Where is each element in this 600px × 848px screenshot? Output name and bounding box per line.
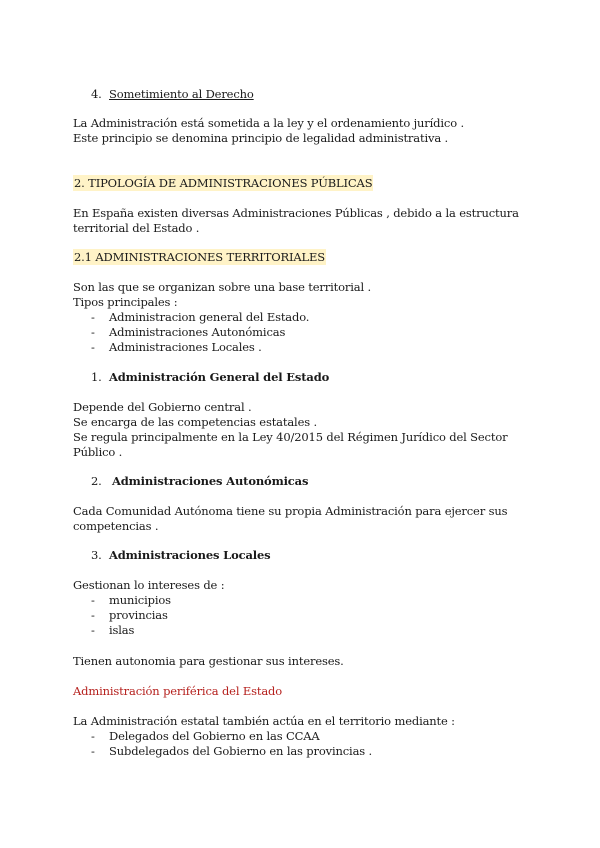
heading-tipologia-text: 2. TIPOLOGÍA DE ADMINISTRACIONES PÚBLICAS [74, 176, 373, 190]
paragraph-age-line-3: Se regula principalmente en la Ley 40/2015 del Régimen Jurídico del Sector [73, 430, 508, 444]
heading-tipologia [73, 176, 373, 191]
paragraph-locales: Gestionan lo intereses de : [73, 578, 225, 592]
subsection-1-title: Administración General del Estado [109, 370, 330, 384]
paragraph-espana-line-2: territorial del Estado . [73, 221, 200, 235]
list-item: Subdelegados del Gobierno en las provincias . [109, 744, 373, 758]
subsection-3-title: Administraciones Locales [109, 548, 271, 562]
paragraph-territorial-line-2: Tipos principales : [73, 295, 178, 309]
list-bullet: - [91, 310, 95, 324]
heading-territoriales [73, 250, 326, 265]
heading-territoriales-text: 2.1 ADMINISTRACIONES TERRITORIALES [74, 250, 326, 264]
paragraph-legalidad-line-2: Este principio se denomina principio de legalidad administrativa . [73, 131, 449, 145]
paragraph-periferica: La Administración estatal también actúa en el territorio mediante : [73, 714, 455, 728]
paragraph-age-line-4: Público . [73, 445, 123, 459]
paragraph-espana-line-1: En España existen diversas Administraciones Públicas , debido a la estructura [73, 206, 519, 220]
list-item: islas [109, 623, 135, 637]
paragraph-age-line-1: Depende del Gobierno central . [73, 400, 252, 414]
paragraph-legalidad-line-1: La Administración está sometida a la ley y el ordenamiento jurídico . [73, 116, 464, 130]
list-item: Administraciones Locales . [109, 340, 262, 354]
subsection-2-number: 2. [91, 474, 102, 488]
paragraph-ccaa-line-1: Cada Comunidad Autónoma tiene su propia Administración para ejercer sus [73, 504, 508, 518]
list-bullet: - [91, 729, 95, 743]
paragraph-territorial-line-1: Son las que se organizan sobre una base territorial . [73, 280, 372, 294]
list-item: Delegados del Gobierno en las CCAA [109, 729, 320, 743]
paragraph-autonomia: Tienen autonomia para gestionar sus intereses. [73, 654, 344, 668]
section-4-title: Sometimiento al Derecho [109, 87, 254, 101]
list-bullet: - [91, 325, 95, 339]
list-item: Administracion general del Estado. [109, 310, 310, 324]
subsection-1-number: 1. [91, 370, 102, 384]
section-4-number: 4. [91, 87, 102, 101]
paragraph-age-line-2: Se encarga de las competencias estatales . [73, 415, 317, 429]
heading-periferica: Administración periférica del Estado [73, 684, 283, 698]
paragraph-ccaa-line-2: competencias . [73, 519, 159, 533]
list-bullet: - [91, 623, 95, 637]
list-bullet: - [91, 744, 95, 758]
list-bullet: - [91, 340, 95, 354]
list-item: provincias [109, 608, 168, 622]
subsection-3-number: 3. [91, 548, 102, 562]
list-item: municipios [109, 593, 171, 607]
list-item: Administraciones Autonómicas [109, 325, 286, 339]
list-bullet: - [91, 608, 95, 622]
subsection-2-title: Administraciones Autonómicas [112, 474, 309, 488]
list-bullet: - [91, 593, 95, 607]
